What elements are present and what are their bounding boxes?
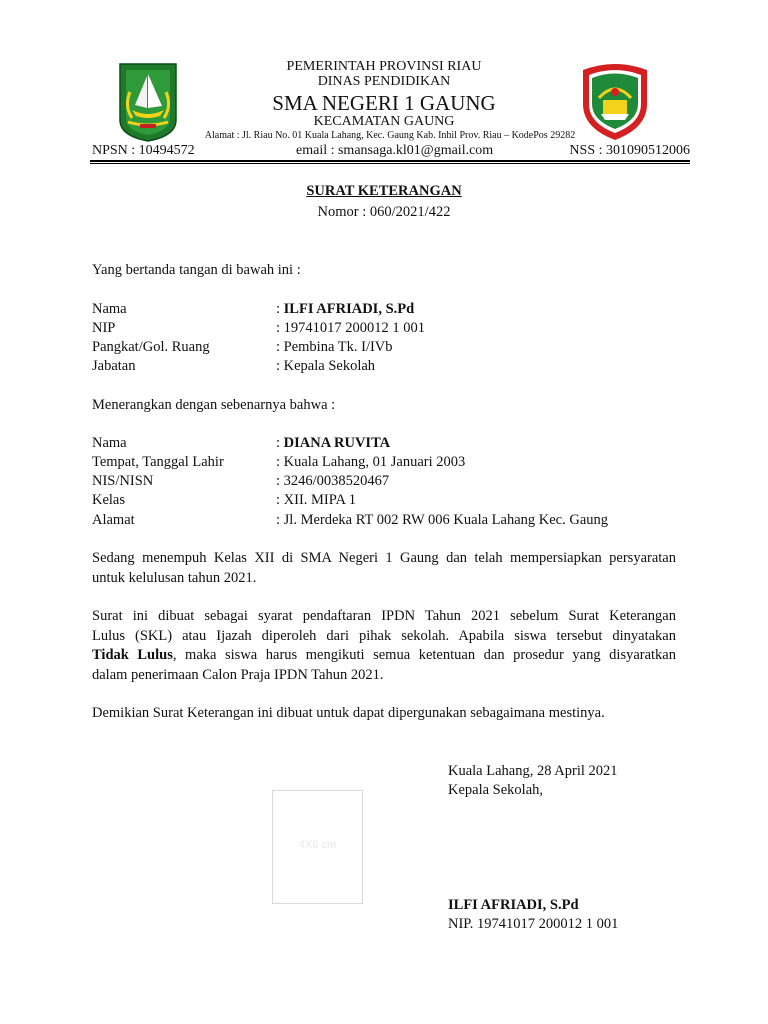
signer-name-value: : ILFI AFRIADI, S.Pd <box>276 301 415 317</box>
student-nis-value: : 3246/0038520467 <box>276 473 390 489</box>
header-government: PEMERINTAH PROVINSI RIAU <box>286 59 482 74</box>
header-department: DINAS PENDIDIKAN <box>317 74 451 89</box>
signer-name: ILFI AFRIADI, S.Pd <box>448 897 579 913</box>
header-address: Alamat : Jl. Riau No. 01 Kuala Lahang, Kec. Gaung Kab. Inhil Prov. Riau – KodePos 29282 <box>204 130 576 141</box>
header-email: email : smansaga.kl01@gmail.com <box>296 143 494 158</box>
signer-rank-value: : Pembina Tk. I/IVb <box>276 339 393 355</box>
paragraph-purpose: Surat ini dibuat sebagai syarat pendaftaran IPDN Tahun 2021 sebelum Surat Keterangan Lulus (SKL) atau Ijazah diperoleh dari pihak sekolah. Apabila siswa tersebut dinyatakan Tidak Lulus, maka siswa harus mengikuti semua ketentuan dan prosedur yang disyaratkan dalam penerimaan Calon Praja IPDN Tahun 2021. <box>92 608 676 683</box>
place-date: Kuala Lahang, 28 April 2021 <box>448 763 618 779</box>
signer-position: Kepala Sekolah, <box>448 782 544 798</box>
student-name-label: Nama <box>92 435 127 451</box>
signer-nip-label: NIP <box>92 320 116 336</box>
photo-size-label: 4X6 cm <box>298 839 337 851</box>
header-divider-thin <box>90 163 690 164</box>
paragraph-study-status: Sedang menempuh Kelas XII di SMA Negeri 1 Gaung dan telah mempersiapkan persyaratan untuk kelulusan tahun 2021. <box>92 550 676 586</box>
signer-position-label: Jabatan <box>92 358 136 374</box>
signer-rank-label: Pangkat/Gol. Ruang <box>92 339 210 355</box>
student-class-label: Kelas <box>92 492 126 508</box>
not-passed-text: Tidak Lulus <box>92 647 173 663</box>
letter-title: SURAT KETERANGAN <box>306 183 462 199</box>
student-nis-label: NIS/NISN <box>92 473 154 489</box>
closing-text: Demikian Surat Keterangan ini dibuat untuk dapat dipergunakan sebagaimana mestinya. <box>92 705 605 721</box>
header-npsn: NPSN : 10494572 <box>92 143 195 158</box>
photo-placeholder <box>272 790 363 904</box>
signer-name-label: Nama <box>92 301 127 317</box>
signer-nip-value: : 19741017 200012 1 001 <box>276 320 426 336</box>
statement-text: Menerangkan dengan sebenarnya bahwa : <box>92 397 336 413</box>
student-address-value: : Jl. Merdeka RT 002 RW 006 Kuala Lahang Kec. Gaung <box>276 512 609 528</box>
signer-position-value: : Kepala Sekolah <box>276 358 376 374</box>
student-class-value: : XII. MIPA 1 <box>276 492 357 508</box>
header-district: KECAMATAN GAUNG <box>313 114 455 129</box>
letter-number: Nomor : 060/2021/422 <box>317 204 451 220</box>
student-birth-value: : Kuala Lahang, 01 Januari 2003 <box>276 454 466 470</box>
header-divider <box>90 160 690 162</box>
student-address-label: Alamat <box>92 512 135 528</box>
signer-nip: NIP. 19741017 200012 1 001 <box>448 916 619 932</box>
student-birth-label: Tempat, Tanggal Lahir <box>92 454 224 470</box>
header-nss: NSS : 301090512006 <box>569 143 690 158</box>
header-school-name: SMA NEGERI 1 GAUNG <box>272 91 496 115</box>
student-name-value: : DIANA RUVITA <box>276 435 391 451</box>
intro-text: Yang bertanda tangan di bawah ini : <box>92 262 301 278</box>
